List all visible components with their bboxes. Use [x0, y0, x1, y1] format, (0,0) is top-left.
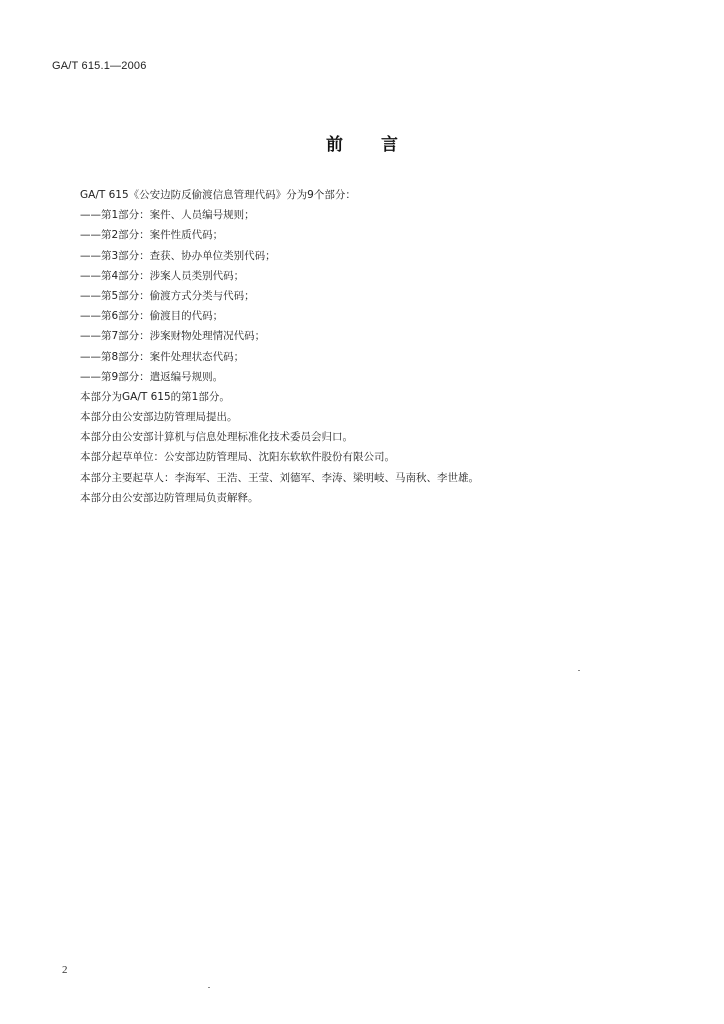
list-item: ——第9部分：遣返编号规则。: [80, 370, 224, 383]
paragraph: 本部分由公安部边防管理局提出。: [80, 411, 238, 424]
list-item: ——第1部分：案件、人员编号规则；: [80, 209, 255, 222]
paragraph: 本部分由公安部边防管理局负责解释。: [80, 491, 259, 504]
paragraph: 本部分为GA/T 615的第1部分。: [80, 390, 230, 403]
foreword-body: [80, 185, 680, 508]
list-item: ——第7部分：涉案财物处理情况代码；: [80, 330, 266, 343]
page-title: 前言: [326, 135, 436, 155]
standard-code: GA/T 615.1—2006: [52, 60, 147, 72]
page-number: 2: [62, 964, 68, 976]
list-item: ——第5部分：偷渡方式分类与代码；: [80, 289, 255, 302]
list-item: ——第8部分：案件处理状态代码；: [80, 350, 245, 363]
scan-speck: [208, 987, 210, 988]
paragraph: 本部分由公安部计算机与信息处理标准化技术委员会归口。: [80, 431, 353, 444]
paragraph: 本部分起草单位：公安部边防管理局、沈阳东软软件股份有限公司。: [80, 451, 395, 464]
list-item: ——第2部分：案件性质代码；: [80, 229, 224, 242]
list-item: ——第4部分：涉案人员类别代码；: [80, 269, 245, 282]
paragraph: 本部分主要起草人：李海军、王浩、王莹、刘德军、李涛、梁明岐、马南秋、李世雄。: [80, 471, 479, 484]
list-item: ——第6部分：偷渡目的代码；: [80, 310, 224, 323]
list-item: ——第3部分：查获、协办单位类别代码；: [80, 249, 276, 262]
scan-speck: [578, 670, 580, 671]
intro-paragraph: GA/T 615《公安边防反偷渡信息管理代码》分为9个部分：: [80, 189, 356, 201]
